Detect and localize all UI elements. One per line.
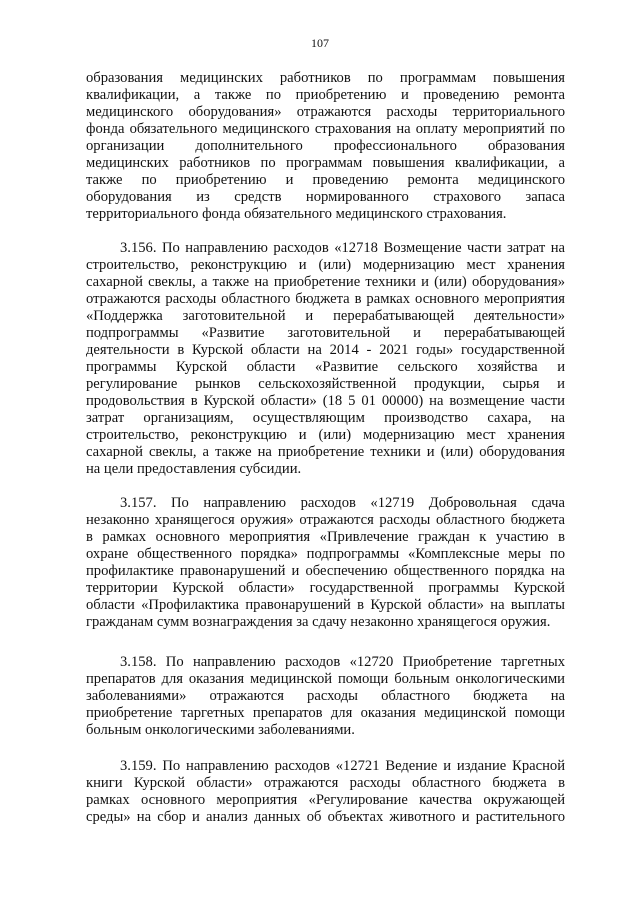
text-line: подпрограммы «Развитие заготовительной и перерабатывающей (86, 325, 565, 341)
text-line: затрат организациям, осуществляющим производство сахара, на (86, 410, 565, 426)
text-line: приобретение таргетных препаратов для оказания медицинской помощи (86, 705, 565, 721)
text-line: профилактике правонарушений и обеспечению общественного порядка на (86, 563, 565, 579)
text-line: территориального фонда обязательного медицинского страхования. (86, 206, 507, 222)
text-line: регулирование рынков сельскохозяйственной продукции, сырья и (86, 376, 565, 392)
text-line: отражаются расходы областного бюджета в рамках основного мероприятия (86, 291, 565, 307)
text-line: сахарной свеклы, а также на приобретение техники и (или) оборудования (86, 444, 565, 460)
text-line: препаратов для оказания медицинской помощи больным онкологическими (86, 671, 565, 687)
text-line: программы Курской области «Развитие сельского хозяйства и (86, 359, 565, 375)
text-line: среды» на сбор и анализ данных об объектах животного и растительного (86, 809, 565, 825)
text-line: гражданам сумм вознаграждения за сдачу незаконно хранящегося оружия. (86, 614, 551, 630)
paragraph-first-line: 3.157. По направлению расходов «12719 Добровольная сдача (120, 495, 565, 511)
text-line: деятельности в Курской области на 2014 - 2021 годы» государственной (86, 342, 565, 358)
paragraph-first-line: 3.158. По направлению расходов «12720 Приобретение таргетных (120, 654, 565, 670)
text-line: охране общественного порядка» подпрограммы «Комплексные меры по (86, 546, 565, 562)
paragraph-first-line: 3.156. По направлению расходов «12718 Возмещение части затрат на (120, 240, 565, 256)
text-line: области «Профилактика правонарушений в Курской области» на выплаты (86, 597, 565, 613)
text-line: территории Курской области» государственной программы Курской (86, 580, 565, 596)
text-line: «Поддержка заготовительной и перерабатывающей деятельности» (86, 308, 565, 324)
page-number: 107 (311, 36, 329, 50)
text-line: медицинского оборудования» отражаются расходы территориального (86, 104, 565, 120)
text-line: незаконно хранящегося оружия» отражаются расходы областного бюджета (86, 512, 565, 528)
text-line: на цели предоставления субсидии. (86, 461, 302, 477)
text-line: сахарной свеклы, а также на приобретение техники и (или) оборудования» (86, 274, 565, 290)
text-line: рамках основного мероприятия «Регулирование качества окружающей (86, 792, 565, 808)
text-line: также по приобретению и проведению ремонта медицинского (86, 172, 565, 188)
text-line: оборудования из средств нормированного страхового запаса (86, 189, 565, 205)
text-line: в рамках основного мероприятия «Привлечение граждан к участию в (86, 529, 565, 545)
text-line: заболеваниями» отражаются расходы областного бюджета на (86, 688, 565, 704)
text-line: строительство, реконструкцию и (или) модернизацию мест хранения (86, 257, 565, 273)
text-line: книги Курской области» отражаются расходы областного бюджета в (86, 775, 565, 791)
text-line: строительство, реконструкцию и (или) модернизацию мест хранения (86, 427, 565, 443)
text-line: организации дополнительного профессионального образования (86, 138, 565, 154)
text-line: медицинских работников по программам повышения квалификации, а (86, 155, 565, 171)
text-line: фонда обязательного медицинского страхования на оплату мероприятий по (86, 121, 565, 137)
text-line: квалификации, а также по приобретению и проведению ремонта (86, 87, 565, 103)
text-line: образования медицинских работников по программам повышения (86, 70, 565, 86)
text-line: больным онкологическими заболеваниями. (86, 722, 355, 738)
text-line: продовольствия в Курской области» (18 5 01 00000) на возмещение части (86, 393, 565, 409)
paragraph-first-line: 3.159. По направлению расходов «12721 Ведение и издание Красной (120, 758, 565, 774)
